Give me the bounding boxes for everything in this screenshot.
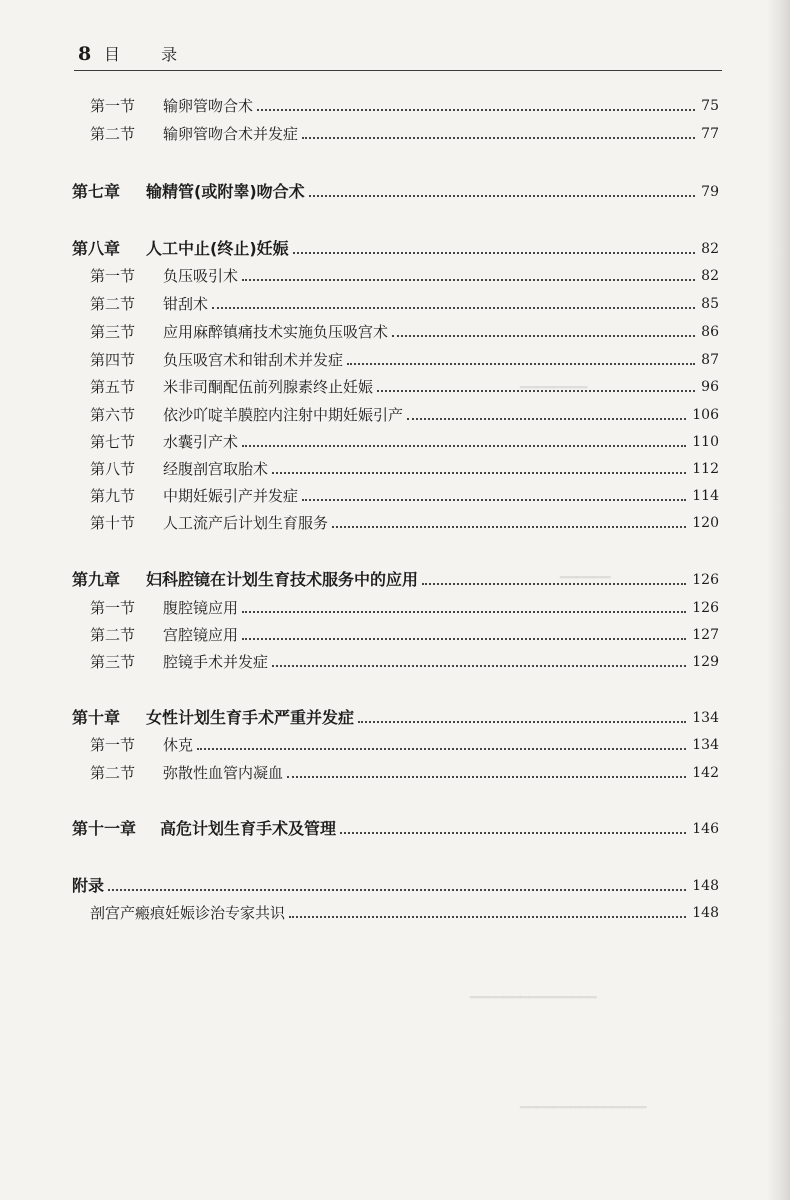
toc-section-entry[interactable] xyxy=(90,509,719,535)
dot-leader xyxy=(392,335,695,337)
bleed-through-text: ━━━━━━ xyxy=(560,570,611,586)
dot-leader xyxy=(309,195,696,197)
page-ref: 148 xyxy=(692,905,719,921)
toc-section-entry[interactable] xyxy=(90,594,719,620)
bleed-through-text: ━━━━━━━━━━━━━━━ xyxy=(520,1100,647,1116)
dot-leader xyxy=(272,665,686,667)
dot-leader xyxy=(340,832,686,834)
section-title: 米非司酮配伍前列腺素终止妊娠 xyxy=(163,378,374,396)
toc-chapter-entry[interactable] xyxy=(72,704,719,730)
dot-leader xyxy=(287,776,686,778)
dot-leader xyxy=(242,279,695,281)
toc-section-entry[interactable] xyxy=(90,759,719,785)
toc-section-entry[interactable] xyxy=(90,120,719,146)
page-ref: 86 xyxy=(701,324,719,340)
header-rule xyxy=(74,70,722,71)
page-ref: 134 xyxy=(692,710,719,726)
page-ref: 87 xyxy=(701,352,719,368)
page-ref: 126 xyxy=(692,600,719,616)
bleed-through-text: ━━━━━━━━ xyxy=(520,380,588,396)
toc-section-entry[interactable] xyxy=(90,621,719,647)
section-title: 弥散性血管内凝血 xyxy=(163,764,284,782)
section-number: 第五节 xyxy=(90,378,136,396)
page-ref: 142 xyxy=(692,765,719,781)
page-ref: 79 xyxy=(701,184,719,200)
chapter-number: 第十章 xyxy=(72,708,121,727)
dot-leader xyxy=(407,418,686,420)
toc-section-entry[interactable] xyxy=(90,262,719,288)
toc-appendix-entry[interactable] xyxy=(72,872,719,898)
chapter-title: 女性计划生育手术严重并发症 xyxy=(146,708,355,727)
page-ref: 127 xyxy=(692,627,719,643)
toc-section-entry[interactable] xyxy=(90,731,719,757)
section-number: 第三节 xyxy=(90,653,136,671)
section-title: 依沙吖啶羊膜腔内注射中期妊娠引产 xyxy=(163,406,404,424)
chapter-number: 第七章 xyxy=(72,182,121,201)
dot-leader xyxy=(302,137,695,139)
chapter-number: 第八章 xyxy=(72,239,121,258)
page-number: 8 xyxy=(78,43,92,65)
dot-leader xyxy=(212,307,695,309)
page-ref: 134 xyxy=(692,737,719,753)
dot-leader xyxy=(422,583,686,585)
toc-chapter-entry[interactable] xyxy=(72,178,719,204)
page-ref: 126 xyxy=(692,572,719,588)
page-ref: 82 xyxy=(701,241,719,257)
page-ref: 148 xyxy=(692,878,719,894)
section-number: 第六节 xyxy=(90,406,136,424)
section-title: 输卵管吻合术 xyxy=(163,97,254,115)
appendix-heading: 附录 xyxy=(72,876,105,895)
toc-section-entry[interactable] xyxy=(90,346,719,372)
section-number: 第四节 xyxy=(90,351,136,369)
dot-leader xyxy=(332,526,686,528)
page-header xyxy=(78,42,720,66)
toc-section-entry[interactable] xyxy=(90,455,719,481)
toc-chapter-entry[interactable] xyxy=(72,235,719,261)
section-number: 第一节 xyxy=(90,267,136,285)
toc-section-entry[interactable] xyxy=(90,401,719,427)
section-number: 第二节 xyxy=(90,295,136,313)
dot-leader xyxy=(197,748,686,750)
toc-section-entry[interactable] xyxy=(90,290,719,316)
section-title: 人工流产后计划生育服务 xyxy=(163,514,329,532)
page-edge-shadow xyxy=(766,0,790,1200)
chapter-number: 第十一章 xyxy=(72,819,137,838)
page-ref: 110 xyxy=(692,434,719,450)
section-number: 第二节 xyxy=(90,626,136,644)
section-number: 第七节 xyxy=(90,433,136,451)
dot-leader xyxy=(377,390,695,392)
section-title: 负压吸引术 xyxy=(163,267,239,285)
toc-section-entry[interactable] xyxy=(90,482,719,508)
toc-chapter-entry[interactable] xyxy=(72,566,719,592)
section-number: 第九节 xyxy=(90,487,136,505)
section-title: 应用麻醉镇痛技术实施负压吸宫术 xyxy=(163,323,389,341)
section-title: 钳刮术 xyxy=(163,295,209,313)
section-title: 中期妊娠引产并发症 xyxy=(163,487,299,505)
toc-appendix-item[interactable] xyxy=(90,899,719,925)
chapter-title: 人工中止(终止)妊娠 xyxy=(146,239,289,258)
chapter-title: 输精管(或附睾)吻合术 xyxy=(146,182,305,201)
section-number: 第一节 xyxy=(90,736,136,754)
section-title: 经腹剖宫取胎术 xyxy=(163,460,269,478)
section-number: 第一节 xyxy=(90,599,136,617)
page-ref: 112 xyxy=(692,461,719,477)
toc-section-entry[interactable] xyxy=(90,318,719,344)
appendix-item-title: 剖宫产瘢痕妊娠诊治专家共识 xyxy=(90,904,286,922)
page-ref: 75 xyxy=(701,98,719,114)
page-ref: 82 xyxy=(701,268,719,284)
section-title: 输卵管吻合术并发症 xyxy=(163,125,299,143)
page-ref: 85 xyxy=(701,296,719,312)
section-title: 负压吸宫术和钳刮术并发症 xyxy=(163,351,344,369)
dot-leader xyxy=(358,721,686,723)
page-ref: 106 xyxy=(692,407,719,423)
page-ref: 96 xyxy=(701,379,719,395)
toc-section-entry[interactable] xyxy=(90,373,719,399)
dot-leader xyxy=(242,638,686,640)
bleed-through-text: ━━━━━━━━━━━━━━━ xyxy=(470,990,597,1006)
dot-leader xyxy=(257,109,695,111)
chapter-title: 妇科腔镜在计划生育技术服务中的应用 xyxy=(146,570,419,589)
section-number: 第八节 xyxy=(90,460,136,478)
section-title: 水囊引产术 xyxy=(163,433,239,451)
section-title: 腹腔镜应用 xyxy=(163,599,239,617)
dot-leader xyxy=(293,252,696,254)
toc-chapter-entry[interactable] xyxy=(72,815,719,841)
dot-leader xyxy=(347,363,695,365)
section-number: 第二节 xyxy=(90,125,136,143)
page-ref: 120 xyxy=(692,515,719,531)
toc-section-entry[interactable] xyxy=(90,428,719,454)
section-title: 休克 xyxy=(163,736,194,754)
page-title: 目 录 xyxy=(104,45,196,64)
chapter-title: 高危计划生育手术及管理 xyxy=(160,819,337,838)
toc-section-entry[interactable] xyxy=(90,648,719,674)
dot-leader xyxy=(272,472,686,474)
chapter-number: 第九章 xyxy=(72,570,121,589)
page-ref: 114 xyxy=(692,488,719,504)
page-ref: 146 xyxy=(692,821,719,837)
page-ref: 129 xyxy=(692,654,719,670)
toc-section-entry[interactable] xyxy=(90,92,719,118)
section-number: 第三节 xyxy=(90,323,136,341)
section-title: 宫腔镜应用 xyxy=(163,626,239,644)
section-number: 第十节 xyxy=(90,514,136,532)
dot-leader xyxy=(302,499,686,501)
dot-leader xyxy=(108,889,686,891)
dot-leader xyxy=(242,611,686,613)
section-title: 腔镜手术并发症 xyxy=(163,653,269,671)
section-number: 第一节 xyxy=(90,97,136,115)
page-ref: 77 xyxy=(701,126,719,142)
dot-leader xyxy=(242,445,686,447)
section-number: 第二节 xyxy=(90,764,136,782)
dot-leader xyxy=(289,916,686,918)
